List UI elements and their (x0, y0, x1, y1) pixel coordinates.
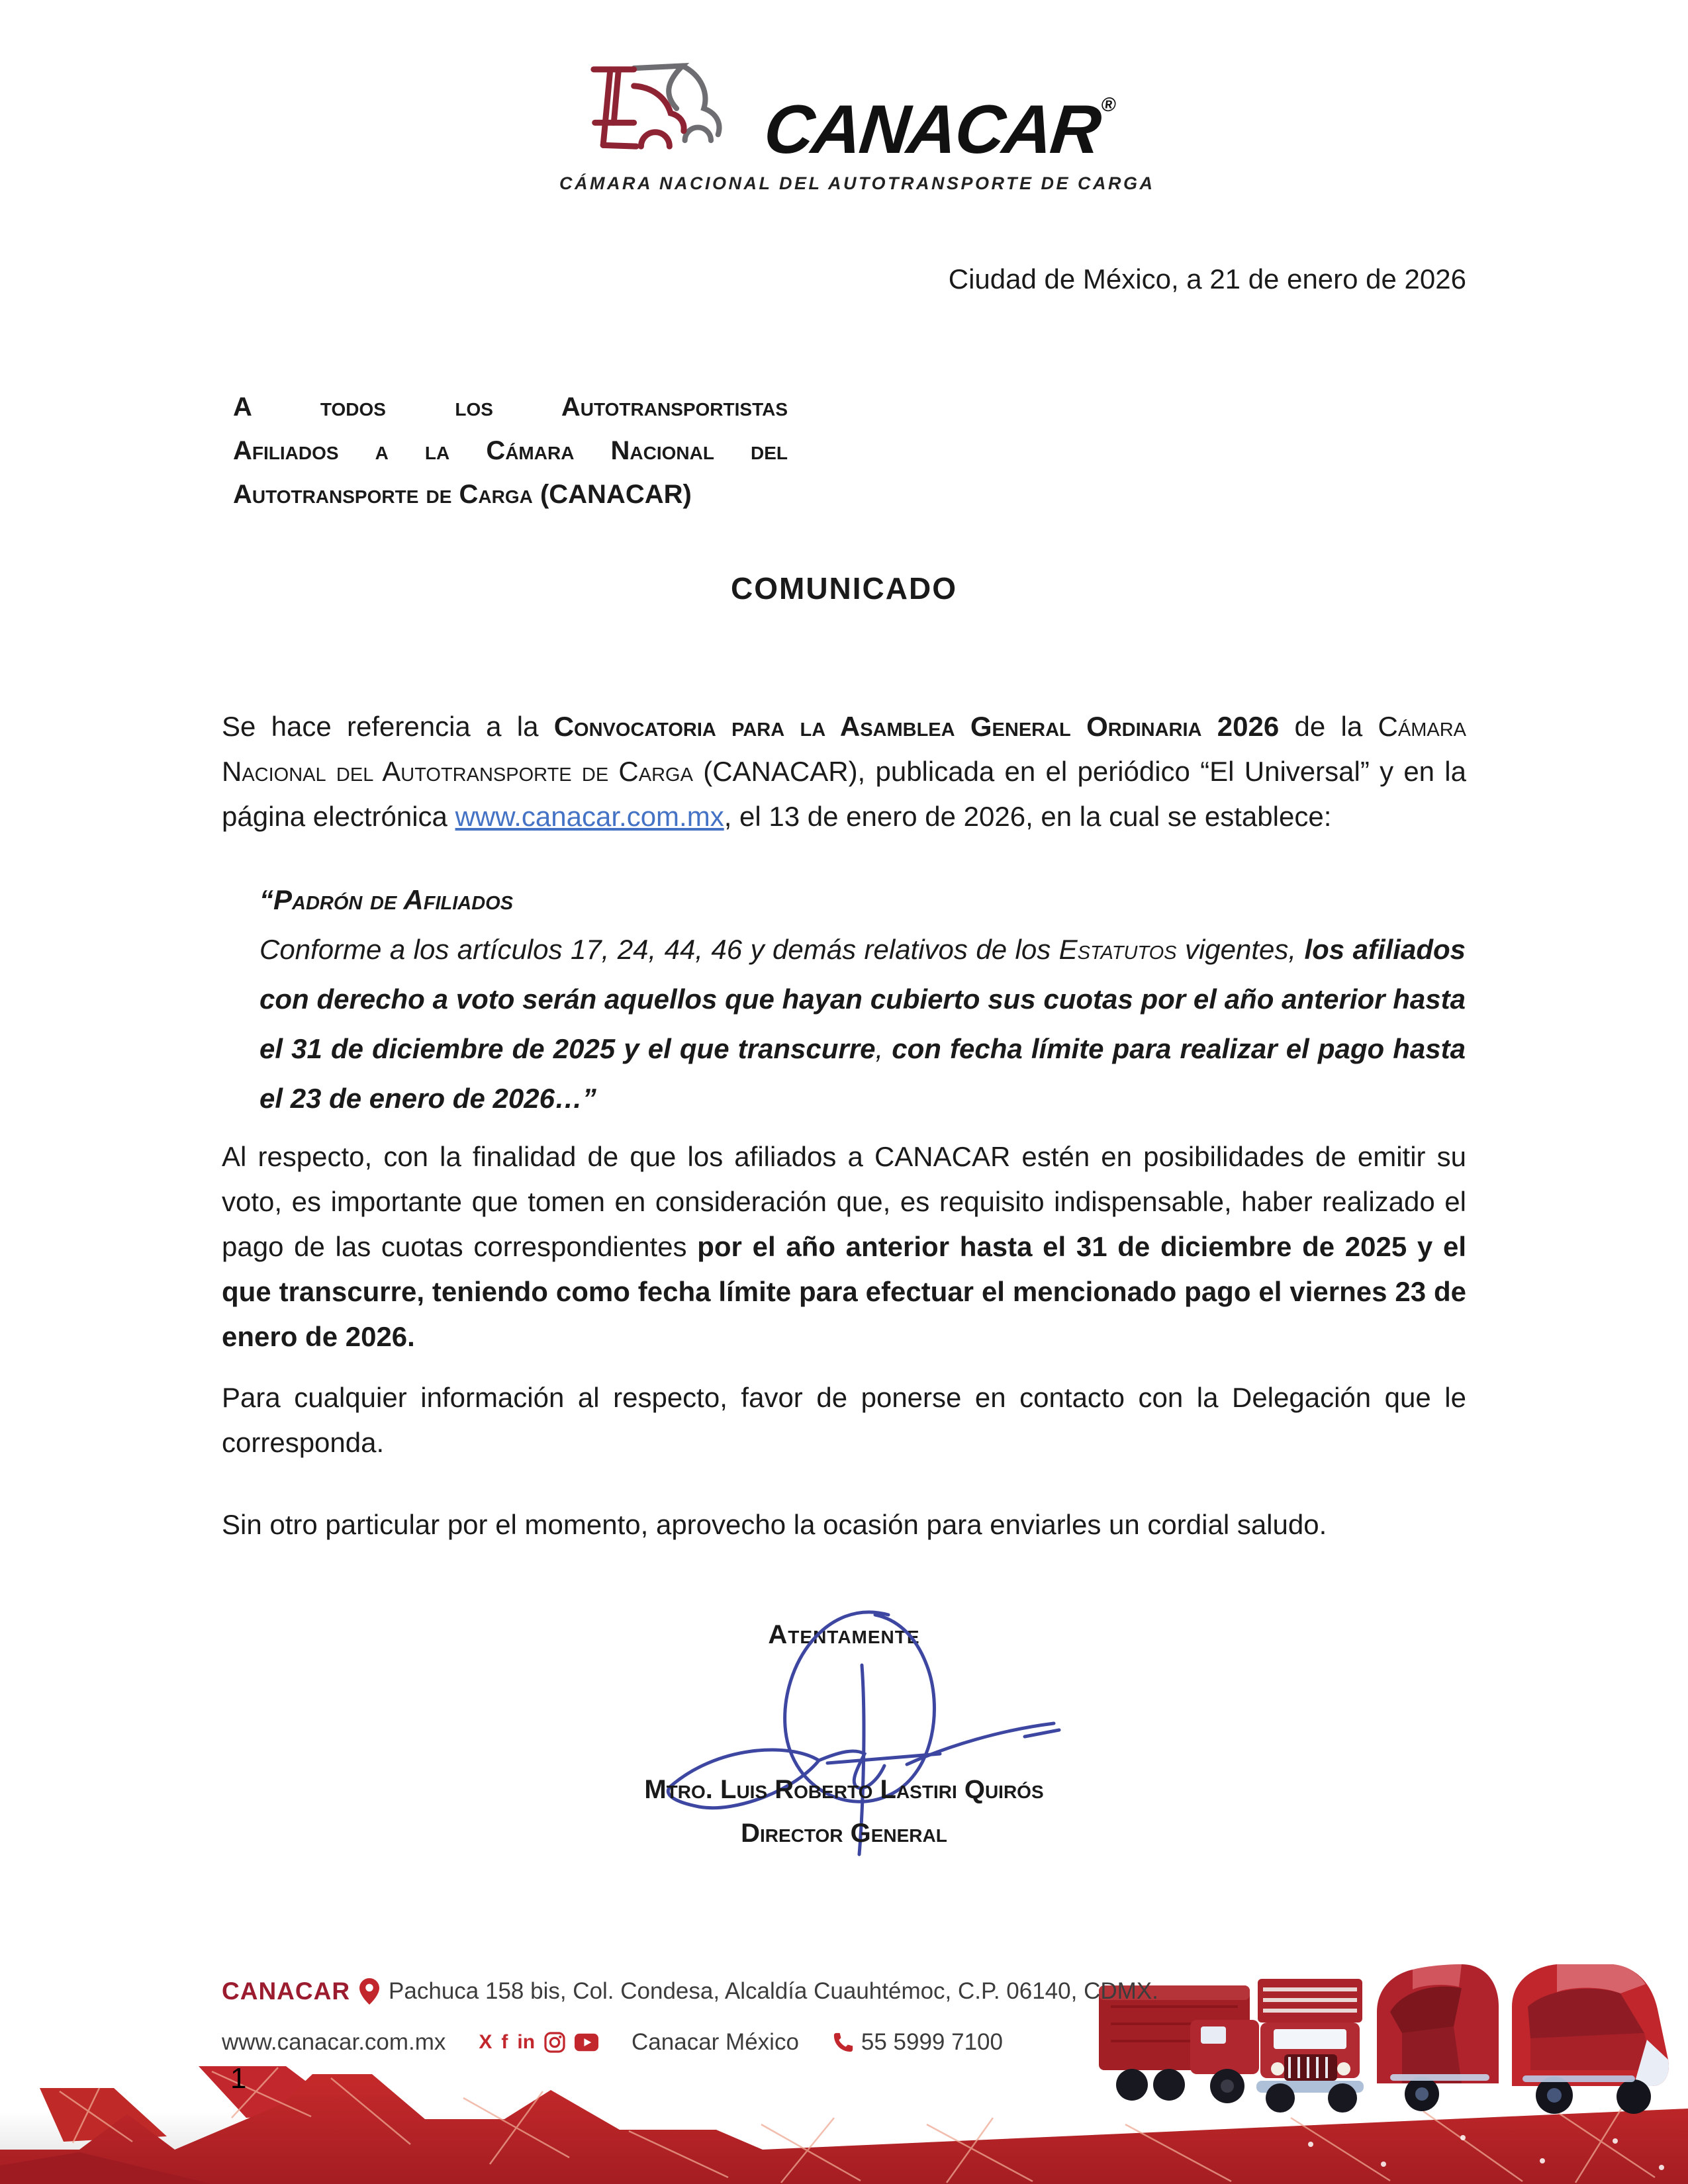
red-trucks-illustration (1091, 1927, 1673, 2116)
salutation: Atentamente (768, 1620, 920, 1649)
linkedin-icon[interactable]: in (517, 2031, 536, 2053)
addressee-line: Afiliados a la Cámara Nacional del (233, 436, 788, 465)
quote-block (259, 875, 1466, 1123)
addressee-line: A todos los Autotransportistas (233, 392, 788, 422)
footer-brand: CANACAR (222, 1978, 351, 2005)
addressee-block (233, 385, 788, 516)
signer-role: Director General (741, 1819, 947, 1848)
canacar-logo (559, 52, 1155, 194)
paragraph-text-segment: , el 13 de enero de 2026, en la cual se establece: (724, 801, 1332, 832)
quote-text-segment: , (875, 1033, 892, 1064)
youtube-icon[interactable] (575, 2033, 598, 2052)
footer-website[interactable]: www.canacar.com.mx (222, 2029, 446, 2055)
paragraph-text-segment: (CANACAR), publicada en el periódico “El Universal” y en la página electrónica (222, 756, 1466, 832)
paragraph-text-segment: por el año anterior hasta el 31 de diciembre de 2025 y el que transcurre, teniendo como fecha límite para efectuar el mencionado pago el viernes 23 de enero de 2026. (222, 1231, 1466, 1352)
canacar-truck-logo-icon (577, 52, 755, 164)
footer-address: Pachuca 158 bis, Col. Condesa, Alcaldía Cuauhtémoc, C.P. 06140, CDMX. (389, 1978, 1158, 2004)
paragraph-contact: Para cualquier información al respecto, favor de ponerse en contacto con la Delegación que le corresponda. (222, 1382, 1466, 1458)
instagram-icon[interactable] (544, 2032, 565, 2053)
paragraph-text-segment: Cámara Nacional del Autotransporte de Carga (222, 711, 1466, 787)
date-line: Ciudad de México, a 21 de enero de 2026 (948, 263, 1466, 295)
quote-text-segment: Conforme a los artículos 17, 24, 44, 46 y demás relativos de los (259, 934, 1059, 965)
logo-brand-text (760, 91, 1115, 168)
logo-tagline: CÁMARA NACIONAL DEL AUTOTRANSPORTE DE CARGA (559, 173, 1155, 193)
paragraph-text-segment: de la (1279, 711, 1378, 742)
canacar-website-link[interactable]: www.canacar.com.mx (455, 801, 724, 832)
footer-contact-row (222, 2029, 1003, 2056)
page-number: 1 (230, 2062, 247, 2095)
quote-text-segment: vigentes, (1176, 934, 1305, 965)
footer-phone: 55 5999 7100 (861, 2029, 1003, 2055)
paragraph-text-segment: Se hace referencia a la (222, 711, 554, 742)
paragraph-reference (222, 704, 1466, 839)
paragraph-text-segment: Convocatoria para la Asamblea General Ordinaria 2026 (553, 711, 1280, 742)
logo-brand-word: CANACAR (760, 91, 1103, 168)
quote-text-segment: Estatutos (1058, 934, 1177, 965)
footer-phone-wrap (832, 2029, 1003, 2056)
quote-body (259, 925, 1466, 1123)
footer-address-row (222, 1978, 1158, 2005)
modern-truck (1512, 1964, 1669, 2114)
quote-heading: “Padrón de Afiliados (259, 884, 514, 915)
aero-truck (1377, 1964, 1499, 2111)
quote-text-segment: con fecha límite para realizar el pago hasta el 23 de enero de 2026…” (259, 1033, 1466, 1114)
paragraph-closing: Sin otro particular por el momento, aprovecho la ocasión para enviarles un cordial saludo. (222, 1509, 1327, 1540)
classic-truck (1256, 1979, 1364, 2113)
quote-text-segment: los afiliados con derecho a voto serán aquellos que hayan cubierto sus cuotas por el año anterior hasta el 31 de diciembre de 2025 y el que transcurre (259, 934, 1466, 1064)
signer-name: Mtro. Luis Roberto Lastiri Quirós (644, 1775, 1044, 1804)
addressee-line: Autotransporte de Carga (CANACAR) (233, 480, 692, 509)
phone-icon (832, 2031, 855, 2054)
paragraph-requirements (222, 1134, 1466, 1359)
document-title: COMUNICADO (731, 571, 957, 606)
location-pin-icon (359, 1978, 379, 2005)
social-icons (479, 2032, 598, 2053)
facebook-icon[interactable]: f (501, 2031, 508, 2053)
paragraph-text-segment: Al respecto, con la finalidad de que los afiliados a CANACAR estén en posibilidades de emitir su voto, es importante que tomen en consideración que, es requisito indispensable, haber realizado el pago de las cuotas correspondientes (222, 1141, 1466, 1262)
footer-social-label: Canacar México (632, 2029, 799, 2055)
x-twitter-icon[interactable]: X (479, 2031, 492, 2053)
registered-mark: ® (1100, 94, 1115, 116)
